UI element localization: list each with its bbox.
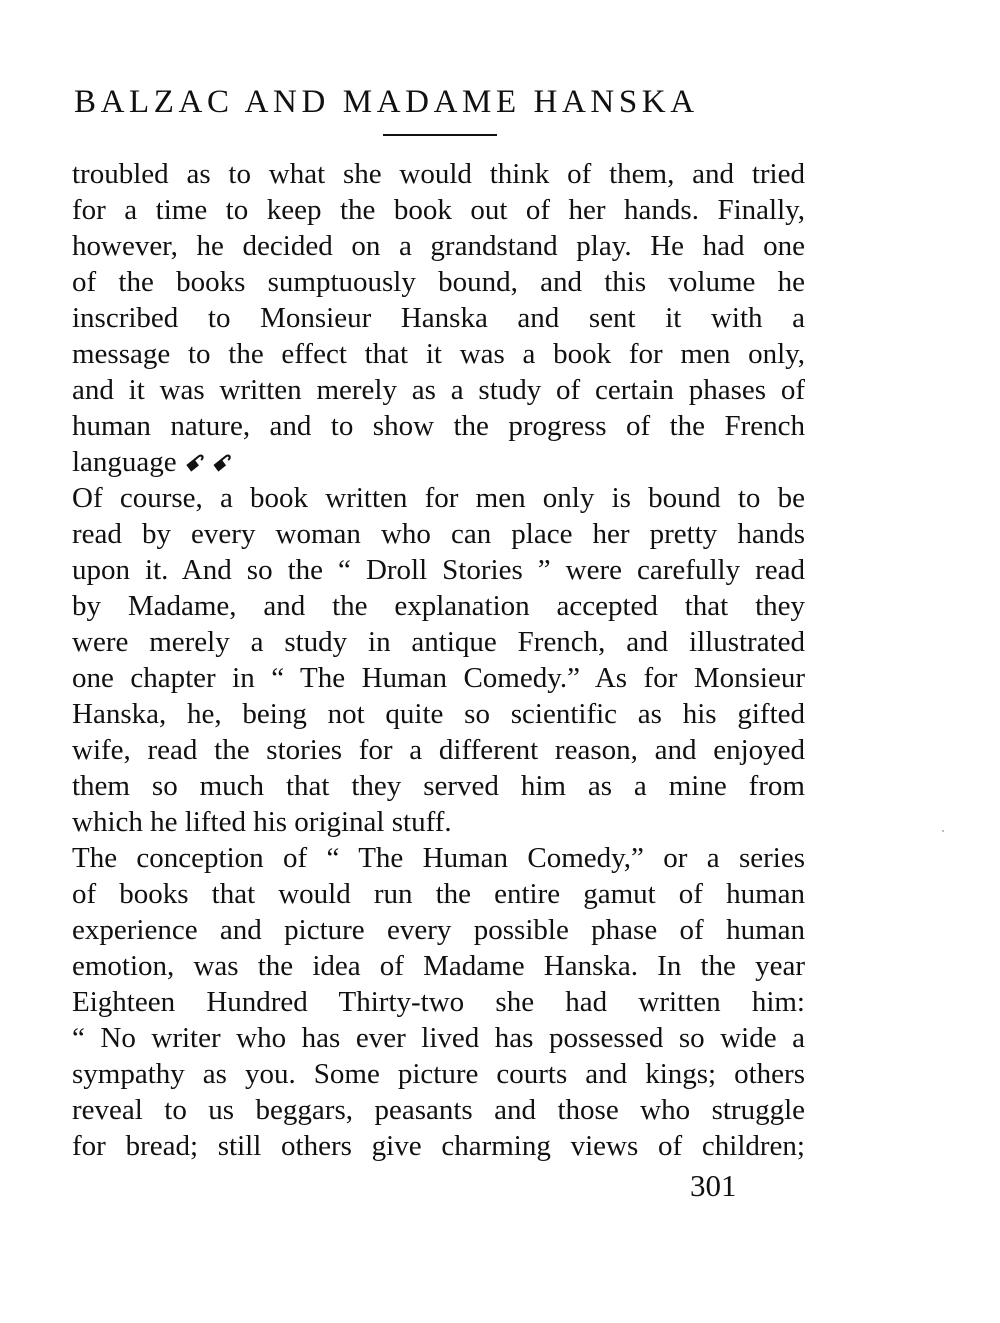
body-text	[72, 156, 805, 1164]
text-line: however, he decided on a grandstand play. He had one	[72, 230, 805, 262]
page-number: 301	[690, 1168, 737, 1203]
text-line: “ No writer who has ever lived has possessed so wide a	[72, 1022, 805, 1054]
text-line: by Madame, and the explanation accepted that they	[72, 590, 805, 622]
text-line: for a time to keep the book out of her hands. Finally,	[72, 194, 805, 226]
text-line: Of course, a book written for men only is bound to be	[72, 482, 805, 514]
text-line: sympathy as you. Some picture courts and kings; others	[72, 1058, 805, 1090]
text-line: them so much that they served him as a mine from	[72, 770, 805, 802]
text-line: reveal to us beggars, peasants and those who struggle	[72, 1094, 805, 1126]
text-line: of books that would run the entire gamut of human	[72, 878, 805, 910]
text-line: emotion, was the idea of Madame Hanska. In the year	[72, 950, 805, 982]
text-line: inscribed to Monsieur Hanska and sent it with a	[72, 302, 805, 334]
text-line: for bread; still others give charming views of children;	[72, 1130, 805, 1162]
running-head: BALZAC AND MADAME HANSKA	[74, 84, 699, 120]
text-line: Hanska, he, being not quite so scientific as his gifted	[72, 698, 805, 730]
text-line-with-ornament	[72, 444, 805, 480]
text-line: human nature, and to show the progress of the French	[72, 410, 805, 442]
text-line: and it was written merely as a study of certain phases of	[72, 374, 805, 406]
text-line: message to the effect that it was a book for men only,	[72, 338, 805, 370]
text-line: which he lifted his original stuff.	[72, 806, 452, 838]
fleuron-ornament-icon: ꗃ ꗃ	[183, 451, 231, 476]
scan-speck	[942, 830, 944, 832]
text-line: troubled as to what she would think of them, and tried	[72, 158, 805, 190]
text-line: experience and picture every possible phase of human	[72, 914, 805, 946]
paragraph-2	[72, 480, 805, 840]
text-line: language	[72, 446, 177, 478]
head-rule	[383, 134, 497, 136]
text-line: upon it. And so the “ Droll Stories ” were carefully read	[72, 554, 805, 586]
text-line: read by every woman who can place her pretty hands	[72, 518, 805, 550]
paragraph-1	[72, 156, 805, 480]
text-line: Eighteen Hundred Thirty-two she had written him:	[72, 986, 805, 1018]
text-line: were merely a study in antique French, and illustrated	[72, 626, 805, 658]
text-line: of the books sumptuously bound, and this volume he	[72, 266, 805, 298]
text-line: one chapter in “ The Human Comedy.” As for Monsieur	[72, 662, 805, 694]
text-line: The conception of “ The Human Comedy,” or a series	[72, 842, 805, 874]
paragraph-3	[72, 840, 805, 1164]
text-line: wife, read the stories for a different reason, and enjoyed	[72, 734, 805, 766]
